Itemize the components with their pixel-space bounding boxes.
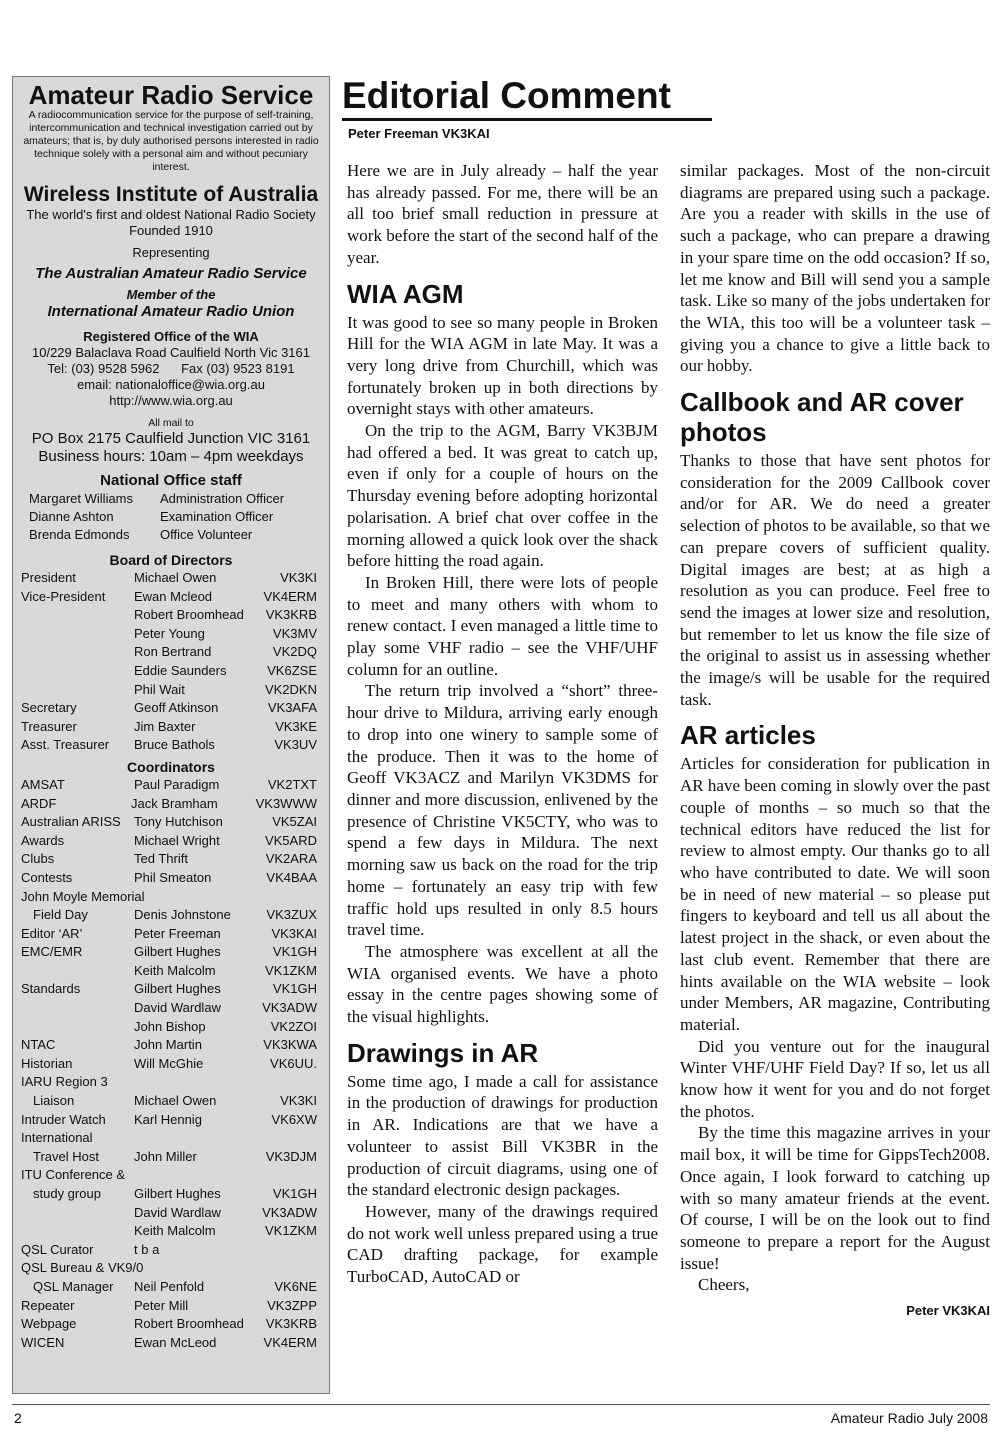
sidebar-title: Amateur Radio Service bbox=[28, 80, 314, 110]
callsign: VK4ERM bbox=[263, 1334, 317, 1350]
coordinator-row bbox=[21, 1166, 321, 1185]
coordinator-row bbox=[21, 795, 321, 814]
coordinator-row bbox=[21, 1018, 321, 1037]
callsign bbox=[262, 1166, 321, 1185]
staff-role: Administration Officer bbox=[160, 491, 285, 506]
board-row bbox=[21, 699, 321, 718]
staff-list bbox=[21, 490, 321, 544]
coordinator-row bbox=[21, 999, 321, 1018]
coordinator-row bbox=[21, 1222, 321, 1241]
person-name: Neil Penfold bbox=[134, 1278, 205, 1294]
position-title: Australian ARISS bbox=[21, 814, 121, 830]
position-title: Editor ‘AR’ bbox=[21, 925, 83, 941]
callsign: VK1ZKM bbox=[264, 1223, 317, 1239]
article-paragraph: Cheers, bbox=[698, 1275, 750, 1295]
person-name: Michael Owen bbox=[134, 570, 217, 585]
callsign: VK6UU. bbox=[270, 1055, 317, 1071]
coordinator-row bbox=[21, 1315, 321, 1334]
person-name bbox=[134, 888, 262, 907]
callsign: VK3ADW bbox=[262, 1000, 317, 1016]
person-name: David Wardlaw bbox=[134, 1204, 221, 1220]
callsign: VK3AFA bbox=[267, 700, 317, 716]
position-title: QSL Bureau & VK9/0 bbox=[21, 1260, 144, 1276]
callsign: VK3UV bbox=[274, 737, 317, 753]
callsign: VK1ZKM bbox=[264, 962, 317, 978]
article-column-2 bbox=[680, 160, 990, 1322]
position-title: Clubs bbox=[21, 851, 55, 867]
person-name: Keith Malcolm bbox=[134, 1223, 216, 1239]
position-title: IARU Region 3 bbox=[21, 1074, 108, 1090]
wia-info-sidebar bbox=[12, 76, 330, 1394]
position-title: QSL Manager bbox=[33, 1278, 114, 1294]
position-title: Field Day bbox=[33, 907, 88, 923]
person-name: Paul Paradigm bbox=[134, 776, 220, 792]
article-column-1 bbox=[347, 160, 658, 1288]
position-title bbox=[21, 1222, 134, 1241]
person-name: Bruce Bathols bbox=[134, 737, 215, 753]
all-mail-label: All mail to bbox=[148, 417, 194, 429]
position-title: Repeater bbox=[21, 1297, 75, 1313]
staff-role: Examination Officer bbox=[160, 509, 274, 524]
article-paragraph: On the trip to the AGM, Barry VK3BJM had offered a bed. It was great to catch up, even if only for a couple of hours on the Thursday evening before adopting horizontal polarisation. A brief chat over coffee in the morning allowed a quick look over the shack before hitting the road again. bbox=[347, 421, 658, 571]
person-name: Robert Broomhead bbox=[134, 1316, 244, 1332]
member-of-label: Member of the bbox=[126, 287, 216, 302]
board-row bbox=[21, 718, 321, 737]
business-hours: Business hours: 10am – 4pm weekdays bbox=[38, 448, 304, 465]
coordinator-row bbox=[21, 832, 321, 851]
position-title: Vice-President bbox=[21, 588, 106, 604]
callsign: VK1GH bbox=[272, 1186, 317, 1201]
staff-name: Margaret Williams bbox=[29, 491, 134, 506]
position-title: John Moyle Memorial bbox=[21, 888, 145, 904]
callsign: VK2ARA bbox=[265, 851, 317, 867]
article-paragraph: However, many of the drawings required do not work well unless prepared using a true CAD drafting package, for example TurboCAD, AutoCAD or bbox=[347, 1201, 658, 1287]
representing-label: Representing bbox=[132, 245, 210, 260]
coordinator-row bbox=[21, 925, 321, 944]
represented-service: The Australian Amateur Radio Service bbox=[35, 265, 307, 282]
office-address: 10/229 Balaclava Road Caulfield North Vic 3161 bbox=[32, 345, 310, 360]
article-paragraph: By the time this magazine arrives in your mail box, it will be time for GippsTech2008. Once again, I look forward to catching up with so many amateur friends at the event. Of course, I will be on the look out to find someone to prepare a report for the August issue! bbox=[680, 1123, 990, 1273]
staff-heading: National Office staff bbox=[100, 472, 242, 489]
position-title: ITU Conference & bbox=[21, 1167, 126, 1183]
person-name: John Miller bbox=[134, 1148, 197, 1164]
callsign: VK4ERM bbox=[263, 588, 317, 604]
board-row bbox=[21, 569, 321, 588]
page-number: 2 bbox=[14, 1410, 22, 1426]
position-title: QSL Curator bbox=[21, 1241, 94, 1257]
person-name: Phil Wait bbox=[134, 681, 185, 697]
person-name bbox=[134, 1259, 262, 1278]
staff-role: Office Volunteer bbox=[160, 527, 253, 542]
position-title: Webpage bbox=[21, 1316, 77, 1332]
coordinator-row bbox=[21, 906, 321, 925]
board-row bbox=[21, 643, 321, 662]
position-title: ARDF bbox=[21, 795, 57, 811]
position-title: study group bbox=[33, 1186, 101, 1201]
position-title bbox=[21, 643, 134, 662]
coordinator-row bbox=[21, 1241, 321, 1260]
coordinator-row bbox=[21, 980, 321, 999]
section-heading: WIA AGM bbox=[347, 278, 464, 309]
position-title bbox=[21, 606, 134, 625]
position-title: Historian bbox=[21, 1055, 73, 1071]
callsign: VK3KWA bbox=[263, 1037, 317, 1053]
coordinator-row bbox=[21, 888, 321, 907]
person-name: Will McGhie bbox=[134, 1055, 204, 1071]
person-name: Ron Bertrand bbox=[134, 644, 212, 660]
callsign: VK3DJM bbox=[265, 1148, 317, 1164]
position-title: Asst. Treasurer bbox=[21, 737, 110, 753]
article-paragraph: Articles for consideration for publication in AR have been coming in slowly over the past couple of months – so much so that the technical editors have reduced the list for review to almost empty. Our thanks go to all who have contributed to date. We will soon be in need of new material – so please put fingers to keyboard and tell us all about the latest project in the shack, or even about the last club event. Remember that there are hints available on the WIA website – look under Members, AR magazine, Contributing material. bbox=[680, 754, 990, 1034]
board-row bbox=[21, 681, 321, 700]
callsign bbox=[262, 1129, 321, 1148]
person-name: Ted Thrift bbox=[134, 851, 188, 867]
callsign: VK3ZUX bbox=[266, 907, 317, 923]
board-row bbox=[21, 588, 321, 607]
person-name: Gilbert Hughes bbox=[134, 1186, 221, 1201]
callsign: VK1GH bbox=[272, 944, 317, 960]
coordinator-row bbox=[21, 1334, 321, 1353]
callsign: VK2ZOI bbox=[270, 1018, 317, 1034]
person-name: Phil Smeaton bbox=[134, 869, 212, 885]
org-name: Wireless Institute of Australia bbox=[23, 183, 319, 206]
callsign: VK3KI bbox=[280, 570, 317, 585]
person-name: Ewan McLeod bbox=[134, 1334, 217, 1350]
iaru-name: International Amateur Radio Union bbox=[47, 303, 295, 320]
staff-row bbox=[21, 508, 321, 526]
callsign: VK3MV bbox=[272, 625, 317, 641]
person-name: Eddie Saunders bbox=[134, 662, 227, 678]
section-heading: AR articles bbox=[680, 720, 816, 751]
registered-office-heading: Registered Office of the WIA bbox=[83, 329, 259, 344]
position-title: WICEN bbox=[21, 1334, 65, 1350]
callsign: VK3ADW bbox=[262, 1204, 317, 1220]
callsign bbox=[262, 1241, 321, 1260]
coordinator-row bbox=[21, 943, 321, 962]
callsign: VK5ZAI bbox=[272, 814, 317, 830]
coordinators-heading: Coordinators bbox=[127, 758, 215, 775]
footer-divider bbox=[12, 1404, 990, 1405]
coordinator-row bbox=[21, 1055, 321, 1074]
section-heading: Callbook and AR cover photos bbox=[680, 387, 964, 448]
coordinator-row bbox=[21, 1278, 321, 1297]
coordinator-row bbox=[21, 1297, 321, 1316]
coordinator-row bbox=[21, 962, 321, 981]
person-name: Gilbert Hughes bbox=[134, 981, 221, 997]
article-paragraph: Thanks to those that have sent photos for consideration for the 2009 Callbook cover and/or for AR. We do need a greater selection of photos to be available, so that we can prepare covers of sufficient quality. Digital images are best; at as high a resolution as you can produce. Feel free to send the images at lower size and resolution, but remember to let us know the file size of the original to assist us in assessing whether the image/s will be usable for the required task. bbox=[680, 451, 990, 709]
coordinator-row bbox=[21, 776, 321, 795]
callsign bbox=[262, 1073, 321, 1092]
position-title bbox=[21, 625, 134, 644]
callsign: VK3ZPP bbox=[267, 1297, 317, 1313]
position-title bbox=[21, 1018, 134, 1037]
person-name: Karl Hennig bbox=[134, 1111, 202, 1127]
article-paragraph: The atmosphere was excellent at all the WIA organised events. We have a photo essay in the centre pages showing some of the visual highlights. bbox=[347, 941, 658, 1027]
person-name: Michael Wright bbox=[134, 832, 220, 848]
position-title: AMSAT bbox=[21, 776, 65, 792]
office-website[interactable]: http://www.wia.org.au bbox=[109, 393, 233, 408]
coordinator-row bbox=[21, 1092, 321, 1111]
person-name: Geoff Atkinson bbox=[134, 700, 219, 716]
callsign: VK3KRB bbox=[265, 1316, 317, 1332]
person-name: Michael Owen bbox=[134, 1093, 217, 1109]
article-paragraph: Here we are in July already – half the year has already passed. For me, there will be an all too brief small reduction in pressure at work before the start of the second half of the year. bbox=[347, 161, 658, 267]
staff-name: Dianne Ashton bbox=[29, 509, 114, 524]
position-title bbox=[21, 962, 134, 981]
coordinator-row bbox=[21, 850, 321, 869]
callsign: VK1GH bbox=[272, 981, 317, 997]
person-name: Peter Young bbox=[134, 625, 205, 641]
staff-row bbox=[21, 490, 321, 508]
callsign: VK2DKN bbox=[264, 681, 317, 697]
article-paragraph: In Broken Hill, there were lots of people to meet and many others with whom to renew contact. I even managed a little time to play some VHF radio – see the VHF/UHF column for an outline. bbox=[347, 572, 658, 679]
person-name: Keith Malcolm bbox=[134, 962, 216, 978]
person-name: Tony Hutchison bbox=[134, 814, 223, 830]
person-name: Jim Baxter bbox=[134, 718, 196, 734]
position-title: Secretary bbox=[21, 700, 77, 716]
coordinator-row bbox=[21, 1148, 321, 1167]
callsign: VK6ZSE bbox=[267, 662, 317, 678]
callsign: VK3KE bbox=[275, 718, 317, 734]
board-row bbox=[21, 625, 321, 644]
position-title: International bbox=[21, 1130, 93, 1146]
position-title: Travel Host bbox=[33, 1148, 99, 1164]
section-heading: Drawings in AR bbox=[347, 1037, 539, 1068]
article-paragraph: The return trip involved a “short” three-hour drive to Mildura, arriving early enough to drop into one winery to sample some of the produce. Then it was to the home of Geoff VK3ACZ and Marilyn VK3DMS for dinner and more discussion, enlivened by the presence of Christine VK5CTY, who was to spend a few days in Mildura. The next morning saw us back on the road for the trip home – fortunately an easy trip with few traffic hold ups resulted in only 8.5 hours travel time. bbox=[347, 681, 658, 940]
coordinator-row bbox=[21, 1259, 321, 1278]
person-name: Jack Bramham bbox=[131, 795, 218, 811]
po-box: PO Box 2175 Caulfield Junction VIC 3161 bbox=[31, 430, 311, 447]
coordinator-row bbox=[21, 1073, 321, 1092]
person-name: Robert Broomhead bbox=[134, 607, 244, 623]
callsign: VK6XW bbox=[271, 1111, 317, 1127]
callsign: VK3KI bbox=[280, 1093, 317, 1109]
position-title: Liaison bbox=[33, 1093, 75, 1109]
person-name: John Martin bbox=[134, 1037, 202, 1053]
position-title: Intruder Watch bbox=[21, 1111, 106, 1127]
callsign: VK3KRB bbox=[265, 607, 317, 623]
founded: Founded 1910 bbox=[129, 223, 213, 238]
person-name: Denis Johnstone bbox=[134, 907, 231, 923]
callsign: VK4BAA bbox=[266, 869, 317, 885]
position-title bbox=[21, 999, 134, 1018]
staff-name: Brenda Edmonds bbox=[29, 527, 130, 542]
position-title bbox=[21, 1204, 134, 1223]
article-paragraph: It was good to see so many people in Broken Hill for the WIA AGM in late May. It was a very long drive from Churchill, which was fortunately broken up in both directions by overnight stays with other amateurs. bbox=[347, 312, 658, 419]
office-email[interactable]: email: nationaloffice@wia.org.au bbox=[77, 377, 265, 392]
board-row bbox=[21, 662, 321, 681]
position-title: NTAC bbox=[21, 1037, 56, 1053]
person-name bbox=[134, 1129, 262, 1148]
magazine-issue: Amateur Radio July 2008 bbox=[830, 1410, 988, 1426]
service-description: A radiocommunication service for the purpose of self-training, intercommunication and technical investigation carried out by amateurs; that is, by duly authorised persons interested in radio technique solely with a personal aim and without pecuniary interest. bbox=[23, 109, 319, 173]
position-title: Awards bbox=[21, 832, 65, 848]
position-title: Contests bbox=[21, 869, 73, 885]
article-paragraph: Some time ago, I made a call for assistance in the production of drawings for production in AR. Indications are that we have a volunteer to assist Bill VK3BR in the production of circuit diagrams, using one of the standard electronic design packages. bbox=[347, 1071, 658, 1200]
person-name: Peter Mill bbox=[134, 1297, 189, 1313]
person-name: Gilbert Hughes bbox=[134, 944, 221, 960]
person-name bbox=[134, 1073, 262, 1092]
coordinator-row bbox=[21, 1036, 321, 1055]
callsign: VK3WWW bbox=[255, 795, 317, 811]
coordinators-list bbox=[21, 776, 321, 1352]
article-title: Editorial Comment bbox=[342, 76, 712, 121]
callsign: VK6NE bbox=[274, 1278, 317, 1294]
coordinator-row bbox=[21, 869, 321, 888]
board-row bbox=[21, 736, 321, 755]
position-title: Standards bbox=[21, 981, 81, 997]
person-name bbox=[134, 1166, 262, 1185]
callsign: VK5ARD bbox=[264, 832, 317, 848]
person-name: David Wardlaw bbox=[134, 1000, 221, 1016]
callsign bbox=[262, 1259, 321, 1278]
coordinator-row bbox=[21, 1111, 321, 1130]
position-title bbox=[21, 681, 134, 700]
board-row bbox=[21, 606, 321, 625]
callsign: VK2DQ bbox=[272, 644, 317, 660]
position-title: Treasurer bbox=[21, 718, 77, 734]
person-name: Peter Freeman bbox=[134, 925, 221, 941]
coordinator-row bbox=[21, 813, 321, 832]
person-name: t b a bbox=[134, 1241, 160, 1257]
coordinator-row bbox=[21, 1185, 321, 1204]
board-list bbox=[21, 569, 321, 755]
callsign: VK2TXT bbox=[267, 776, 317, 792]
person-name: Ewan Mcleod bbox=[134, 588, 213, 604]
board-heading: Board of Directors bbox=[109, 552, 233, 568]
office-phone-fax: Tel: (03) 9528 5962 Fax (03) 9523 8191 bbox=[47, 361, 295, 376]
article-paragraph: Did you venture out for the inaugural Winter VHF/UHF Field Day? If so, let us all know how it went for you and do not forget the photos. bbox=[680, 1036, 990, 1121]
position-title: President bbox=[21, 570, 76, 585]
org-description: The world's first and oldest National Radio Society bbox=[26, 207, 316, 222]
author-signature: Peter VK3KAI bbox=[906, 1303, 990, 1319]
article-paragraph: similar packages. Most of the non-circuit diagrams are prepared using such a package. Are you a reader with skills in the use of such a package, who can prepare a drawing in your spare time on the odd occasion? If so, let me know and Bill will send you a sample task. Like so many of the jobs undertaken for the WIA, this too will be a volunteer task – giving you a chance to give a little back to our hobby. bbox=[680, 161, 990, 376]
coordinator-row bbox=[21, 1204, 321, 1223]
coordinator-row bbox=[21, 1129, 321, 1148]
staff-row bbox=[21, 526, 321, 544]
position-title: EMC/EMR bbox=[21, 944, 83, 960]
callsign: VK3KAI bbox=[271, 925, 317, 941]
position-title bbox=[21, 662, 134, 681]
article-byline: Peter Freeman VK3KAI bbox=[348, 126, 490, 141]
person-name: John Bishop bbox=[134, 1018, 206, 1034]
callsign bbox=[262, 888, 321, 907]
